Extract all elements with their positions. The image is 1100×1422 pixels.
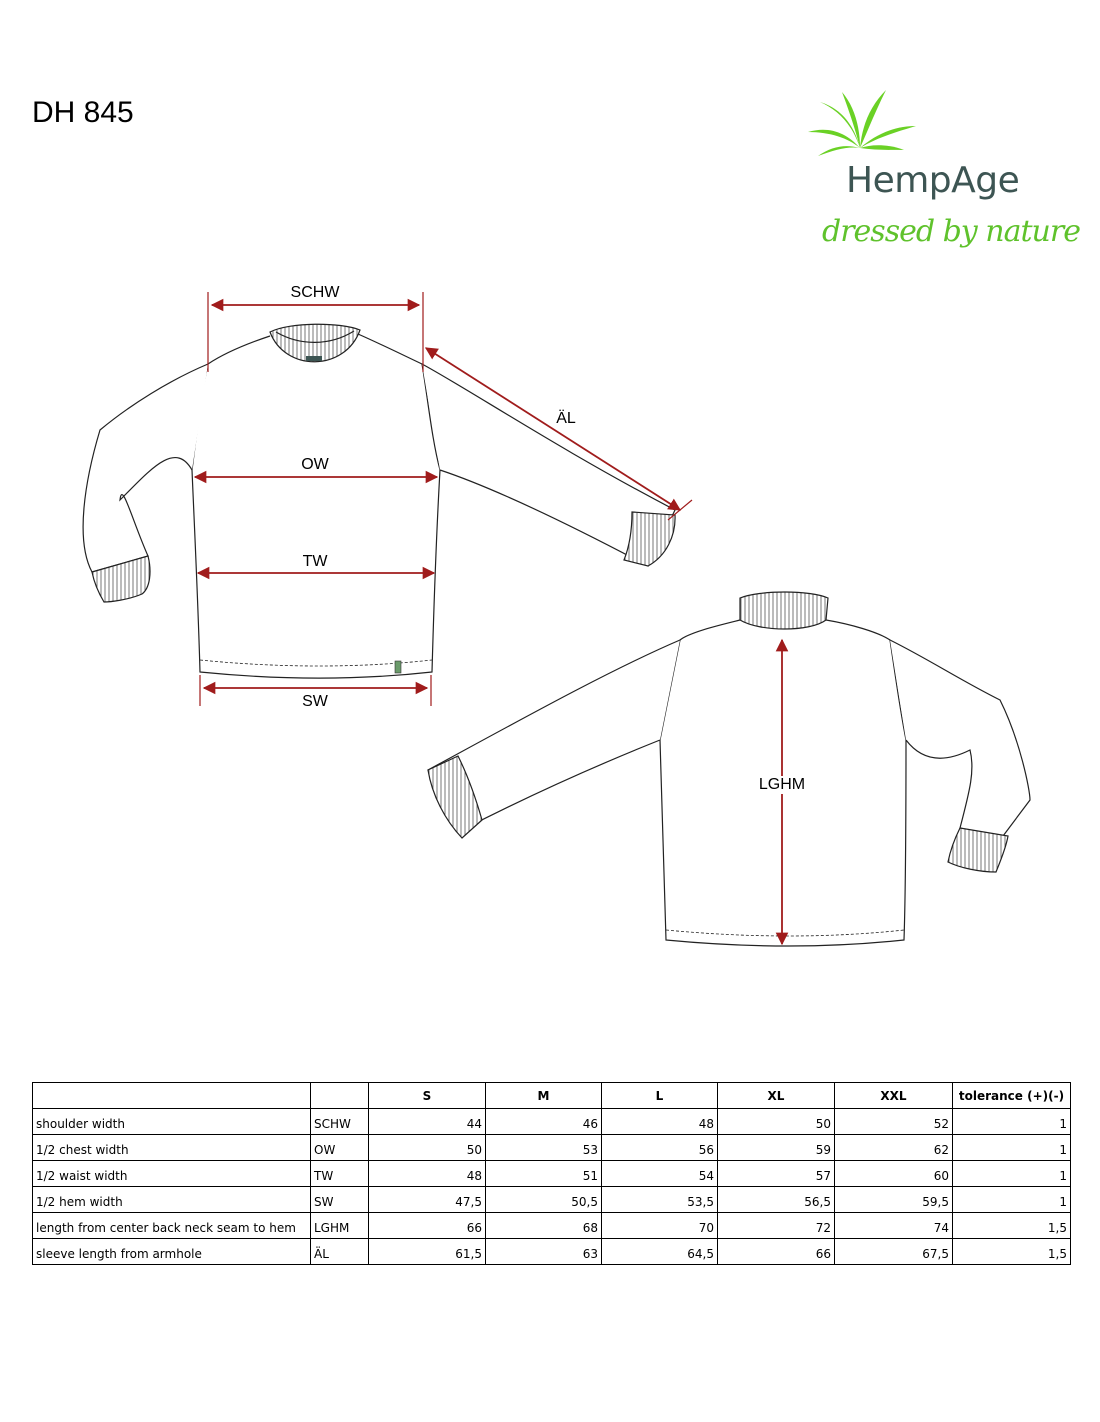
- table-row: [33, 1161, 1071, 1187]
- product-code: DH 845: [32, 96, 134, 129]
- sweater-back: [428, 592, 1030, 946]
- cell-m: 63: [486, 1239, 602, 1265]
- table-row: [33, 1135, 1071, 1161]
- header-abbr: [311, 1083, 369, 1109]
- cell-xxl: 59,5: [835, 1187, 953, 1213]
- row-abbr: OW: [311, 1135, 369, 1161]
- cell-xxl: 60: [835, 1161, 953, 1187]
- row-description: shoulder width: [33, 1109, 311, 1135]
- row-abbr: SCHW: [311, 1109, 369, 1135]
- cell-l: 70: [602, 1213, 718, 1239]
- cell-tolerance: 1: [953, 1187, 1071, 1213]
- row-abbr: LGHM: [311, 1213, 369, 1239]
- cell-m: 51: [486, 1161, 602, 1187]
- sweater-front: [83, 324, 675, 678]
- header-size-l: L: [602, 1083, 718, 1109]
- table-row: [33, 1109, 1071, 1135]
- cell-l: 54: [602, 1161, 718, 1187]
- row-description: 1/2 hem width: [33, 1187, 311, 1213]
- cell-s: 66: [369, 1213, 486, 1239]
- cell-l: 64,5: [602, 1239, 718, 1265]
- row-description: 1/2 chest width: [33, 1135, 311, 1161]
- cell-xl: 72: [718, 1213, 835, 1239]
- row-abbr: TW: [311, 1161, 369, 1187]
- cell-m: 53: [486, 1135, 602, 1161]
- cell-tolerance: 1: [953, 1109, 1071, 1135]
- brand-name: HempAge: [846, 160, 1020, 201]
- label-lghm: LGHM: [758, 776, 806, 793]
- cell-xl: 57: [718, 1161, 835, 1187]
- table-row: [33, 1187, 1071, 1213]
- cell-l: 56: [602, 1135, 718, 1161]
- label-ow: OW: [301, 456, 329, 473]
- table-row: [33, 1213, 1071, 1239]
- cell-xl: 50: [718, 1109, 835, 1135]
- cell-tolerance: 1: [953, 1135, 1071, 1161]
- label-tw: TW: [302, 553, 328, 570]
- header-size-m: M: [486, 1083, 602, 1109]
- header-size-xl: XL: [718, 1083, 835, 1109]
- cell-s: 47,5: [369, 1187, 486, 1213]
- header-description: [33, 1083, 311, 1109]
- cell-s: 61,5: [369, 1239, 486, 1265]
- cell-xl: 66: [718, 1239, 835, 1265]
- cell-xxl: 67,5: [835, 1239, 953, 1265]
- table-header-row: [33, 1083, 1071, 1109]
- cell-tolerance: 1: [953, 1161, 1071, 1187]
- label-schw: SCHW: [290, 284, 340, 301]
- cell-s: 48: [369, 1161, 486, 1187]
- cell-m: 50,5: [486, 1187, 602, 1213]
- header-size-s: S: [369, 1083, 486, 1109]
- cell-tolerance: 1,5: [953, 1213, 1071, 1239]
- table-row: [33, 1239, 1071, 1265]
- header-tolerance: tolerance (+)(-): [953, 1083, 1071, 1109]
- row-description: sleeve length from armhole: [33, 1239, 311, 1265]
- cell-xxl: 62: [835, 1135, 953, 1161]
- size-table: [32, 1082, 1071, 1265]
- cell-s: 44: [369, 1109, 486, 1135]
- cell-xxl: 74: [835, 1213, 953, 1239]
- brand-tagline: dressed by nature: [822, 214, 1080, 249]
- row-description: length from center back neck seam to hem: [33, 1213, 311, 1239]
- label-sw: SW: [302, 693, 328, 710]
- cell-s: 50: [369, 1135, 486, 1161]
- cell-xxl: 52: [835, 1109, 953, 1135]
- cell-xl: 59: [718, 1135, 835, 1161]
- cell-xl: 56,5: [718, 1187, 835, 1213]
- row-description: 1/2 waist width: [33, 1161, 311, 1187]
- cell-tolerance: 1,5: [953, 1239, 1071, 1265]
- label-al: ÄL: [556, 410, 576, 427]
- row-abbr: SW: [311, 1187, 369, 1213]
- row-abbr: ÄL: [311, 1239, 369, 1265]
- cell-m: 68: [486, 1213, 602, 1239]
- header-size-xxl: XXL: [835, 1083, 953, 1109]
- cell-l: 53,5: [602, 1187, 718, 1213]
- cell-m: 46: [486, 1109, 602, 1135]
- cell-l: 48: [602, 1109, 718, 1135]
